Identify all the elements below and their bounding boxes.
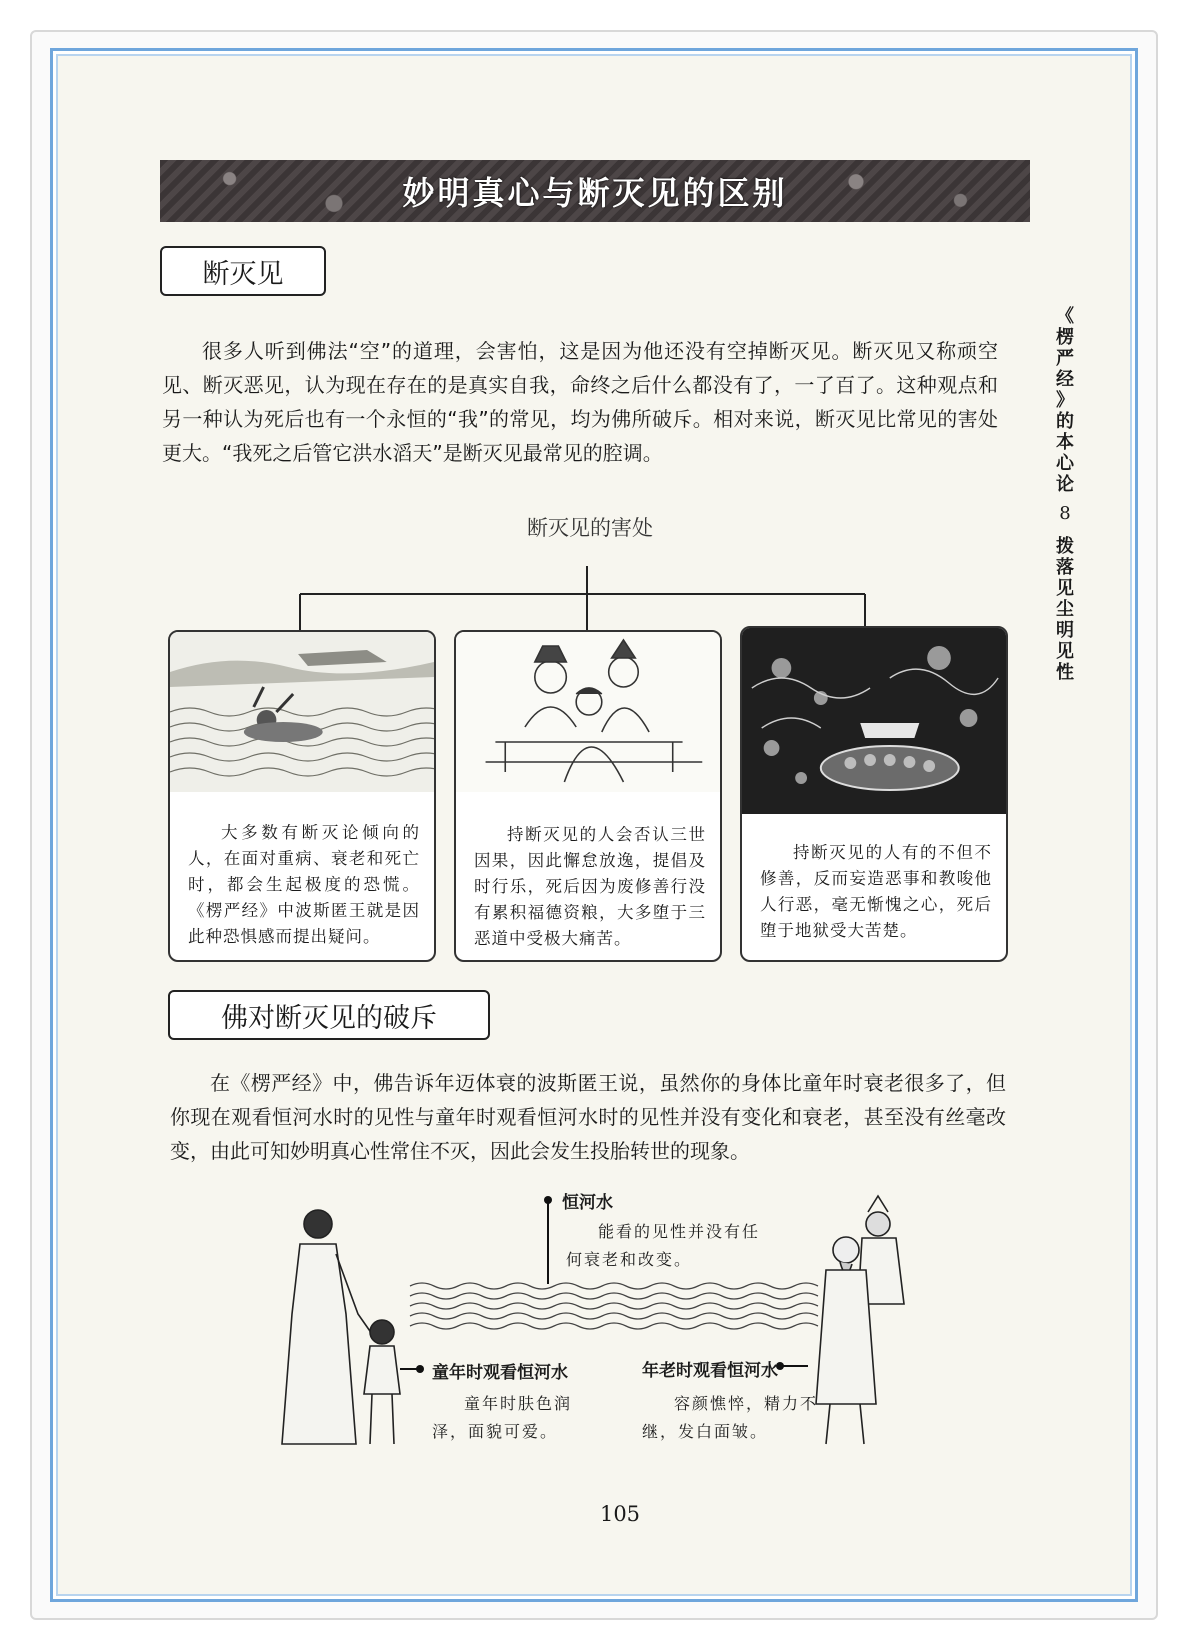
- harm-card-2: [454, 630, 722, 962]
- river-note: 能看的见性并没有任何衰老和改变。: [566, 1222, 761, 1269]
- section1-paragraph: 很多人听到佛法“空”的道理，会害怕，这是因为他还没有空掉断灭见。断灭见又称顽空见、断灭恶见，认为现在存在的是真实自我，命终之后什么都没有了，一了百了。这种观点和另一种认为死后也有一个永恒的“我”的常见，均为佛所破斥。相对来说，断灭见比常见的害处更大。“我死之后管它洪水滔天”是断灭见最常见的腔调。: [162, 339, 998, 465]
- child-label: 童年时观看恒河水: [432, 1363, 568, 1383]
- harm-card-3-text: 持断灭见的人有的不但不修善，反而妄造恶事和教唆他人行恶，毫无惭愧之心，死后堕于地狱受大苦楚。: [760, 843, 992, 940]
- child-note: 童年时肤色润泽，面貌可爱。: [432, 1394, 573, 1441]
- diagram-connector-lines: [160, 566, 1040, 632]
- side-chapter-number: 8: [1059, 503, 1071, 524]
- page-title: 妙明真心与断灭见的区别: [402, 174, 788, 212]
- side-book-title: 《 楞 严 经 》 的 本 心 论: [1056, 306, 1074, 495]
- drowning-illustration: [170, 632, 434, 792]
- title-banner: [160, 160, 1030, 222]
- old-label: 年老时观看恒河水: [642, 1361, 778, 1381]
- hell-illustration: [742, 628, 1006, 814]
- section-heading-duanmiejian: [160, 246, 326, 296]
- section-heading-refutation: [168, 990, 490, 1040]
- section-heading-text: 断灭见: [202, 258, 284, 290]
- harm-card-1: [168, 630, 436, 962]
- diagram-title: 断灭见的害处: [527, 516, 653, 540]
- harm-card-2-text: 持断灭见的人会否认三世因果，因此懈怠放逸，提倡及时行乐，死后因为废修善行没有累积福德资粮，大多堕于三恶道中受极大痛苦。: [474, 825, 706, 948]
- river-label: 恒河水: [562, 1193, 613, 1213]
- old-note: 容颜憔悴，精力不继，发白面皱。: [642, 1394, 819, 1441]
- section2-paragraph: 在《楞严经》中，佛告诉年迈体衰的波斯匿王说，虽然你的身体比童年时衰老很多了，但你现在观看恒河水时的见性与童年时观看恒河水时的见性并没有变化和衰老，甚至没有丝毫改变，由此可知妙明真心性常住不灭，因此会发生投胎转世的现象。: [170, 1071, 1006, 1163]
- harm-card-3: [740, 626, 1008, 962]
- side-chapter-title: 拨 落 见 尘 明 见 性: [1056, 536, 1074, 683]
- section1-body: [162, 334, 998, 470]
- feasting-illustration: [456, 632, 720, 792]
- section-heading-text-2: 佛对断灭见的破斥: [221, 1002, 437, 1034]
- side-chapter-label: [1048, 306, 1082, 683]
- harm-card-1-text: 大多数有断灭论倾向的人，在面对重病、衰老和死亡时，都会生起极度的恐慌。《楞严经》中波斯匿王就是因此种恐惧感而提出疑问。: [188, 823, 420, 946]
- section2-body: [170, 1066, 1006, 1168]
- page-number: 105: [599, 1502, 641, 1526]
